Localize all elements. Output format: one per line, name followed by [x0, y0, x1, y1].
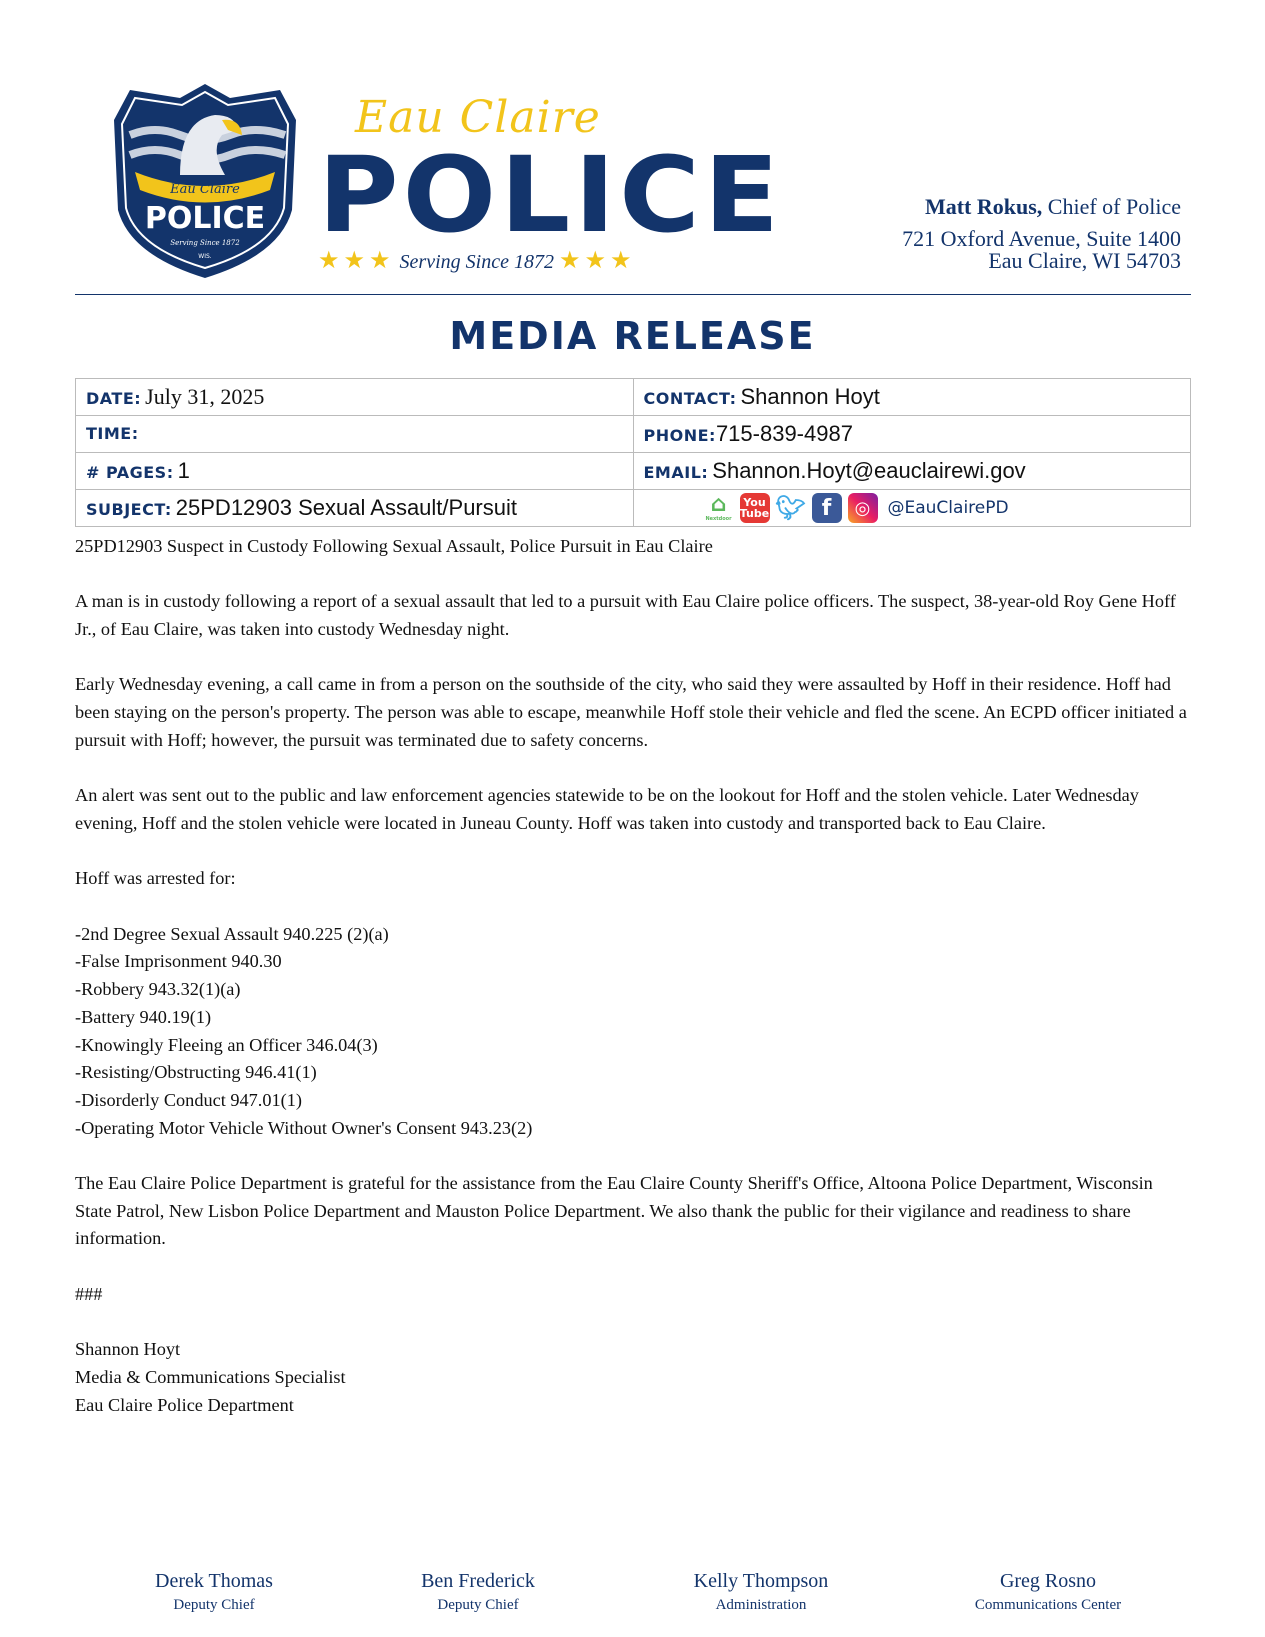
headline: 25PD12903 Suspect in Custody Following Sexual Assault, Police Pursuit in Eau Claire — [75, 536, 713, 556]
signature-title: Media & Communications Specialist — [75, 1366, 346, 1387]
charge: -2nd Degree Sexual Assault 940.225 (2)(a) — [75, 923, 389, 944]
contact-label: CONTACT: — [643, 389, 737, 408]
paragraph: A man is in custody following a report of a sexual assault that led to a pursuit with Eau Claire police officers. The suspect, 38-year-old Roy Gene Hoff Jr., of Eau Claire, was taken into custody Wednesday night. — [75, 591, 1176, 640]
footer-staff — [84, 1570, 344, 1614]
staff-role: Administration — [715, 1597, 807, 1613]
pages-value: 1 — [177, 458, 190, 483]
police-badge-logo — [110, 80, 300, 280]
chief-block — [902, 196, 1181, 272]
release-body — [75, 533, 1191, 1447]
charge: -Robbery 943.32(1)(a) — [75, 979, 241, 1000]
tagline-text: Serving Since 1872 — [399, 251, 554, 273]
nextdoor-icon[interactable]: ⌂ Nextdoor — [705, 492, 732, 522]
stars-icon: ★★★ — [558, 248, 636, 274]
footer-staff — [348, 1570, 608, 1614]
charge: -False Imprisonment 940.30 — [75, 951, 282, 972]
end-mark: ### — [75, 1283, 103, 1304]
chief-title: Chief of Police — [1047, 194, 1181, 219]
paragraph: An alert was sent out to the public and law enforcement agencies statewide to be on the lookout for Hoff and the stolen vehicle. Later Wednesday evening, Hoff and the stolen vehicle were located in Juneau County. Hoff was taken into custody and transported back to Eau Claire. — [75, 785, 1139, 833]
logo-police-text: POLICE — [318, 134, 784, 256]
closing-paragraph: The Eau Claire Police Department is grateful for the assistance from the Eau Claire County Sheriff's Office, Altoona Police Department, Wisconsin State Patrol, New Lisbon Police Department and Mauston Police Department. We also thank the public for their vigilance and readiness to share information. — [75, 1173, 1153, 1249]
address-line-1: 721 Oxford Avenue, Suite 1400 — [902, 226, 1181, 251]
charge: -Disorderly Conduct 947.01(1) — [75, 1089, 302, 1110]
staff-name: Derek Thomas — [155, 1570, 273, 1592]
paragraph: Hoff was arrested for: — [75, 868, 236, 889]
header-divider — [75, 294, 1191, 295]
staff-role: Deputy Chief — [173, 1597, 255, 1613]
staff-name: Kelly Thompson — [693, 1570, 829, 1592]
subject-label: SUBJECT: — [86, 500, 172, 519]
date-value: July 31, 2025 — [145, 384, 265, 409]
release-info-table — [75, 378, 1191, 527]
social-handle[interactable]: @EauClairePD — [887, 498, 1009, 518]
footer-staff — [631, 1570, 891, 1614]
contact-value: Shannon Hoyt — [740, 384, 880, 409]
phone-label: PHONE: — [643, 426, 716, 445]
email-value[interactable]: Shannon.Hoyt@eauclairewi.gov — [712, 458, 1026, 483]
logo-script-text: Eau Claire — [355, 92, 601, 143]
charges-list — [75, 921, 1191, 1143]
staff-name: Ben Frederick — [421, 1570, 535, 1592]
charge: -Battery 940.19(1) — [75, 1006, 212, 1027]
social-links — [644, 493, 1181, 523]
phone-value: 715-839-4987 — [715, 421, 853, 446]
paragraph: Early Wednesday evening, a call came in from a person on the southside of the city, who said they were assaulted by Hoff in their residence. Hoff had been staying on the person's property. The person was able to escape, meanwhile Hoff stole their vehicle and fled the scene. An ECPD officer initiated a pursuit with Hoff; however, the pursuit was terminated due to safety concerns. — [75, 674, 1187, 750]
email-label: EMAIL: — [643, 463, 709, 482]
staff-role: Deputy Chief — [437, 1597, 519, 1613]
pages-label: # PAGES: — [86, 463, 174, 482]
svg-text:POLICE: POLICE — [144, 201, 266, 236]
charge: -Resisting/Obstructing 946.41(1) — [75, 1062, 317, 1083]
subject-value: 25PD12903 Sexual Assault/Pursuit — [175, 495, 517, 520]
signature — [75, 1336, 1191, 1419]
footer-staff — [918, 1570, 1178, 1614]
page-title: MEDIA RELEASE — [449, 314, 816, 358]
svg-text:Serving Since 1872: Serving Since 1872 — [170, 239, 240, 247]
signature-name: Shannon Hoyt — [75, 1339, 181, 1360]
svg-text:WIS.: WIS. — [198, 253, 212, 260]
charge: -Knowingly Fleeing an Officer 346.04(3) — [75, 1034, 378, 1055]
signature-org: Eau Claire Police Department — [75, 1394, 294, 1415]
time-label: TIME: — [86, 424, 139, 443]
staff-name: Greg Rosno — [999, 1570, 1097, 1592]
instagram-icon[interactable]: ◎ — [848, 493, 878, 523]
svg-text:Eau Claire: Eau Claire — [170, 182, 240, 197]
facebook-icon[interactable]: f — [812, 493, 842, 523]
stars-icon: ★★★ — [318, 248, 395, 274]
logo-tagline — [318, 246, 636, 275]
charge: -Operating Motor Vehicle Without Owner's Consent 943.23(2) — [75, 1117, 533, 1138]
address-line-2: Eau Claire, WI 54703 — [988, 248, 1181, 273]
chief-name: Matt Rokus, — [924, 194, 1043, 219]
date-label: DATE: — [86, 389, 142, 408]
staff-role: Communications Center — [974, 1597, 1122, 1613]
twitter-icon[interactable]: 🐦︎ — [775, 494, 806, 522]
youtube-icon[interactable]: You Tube — [740, 493, 770, 523]
